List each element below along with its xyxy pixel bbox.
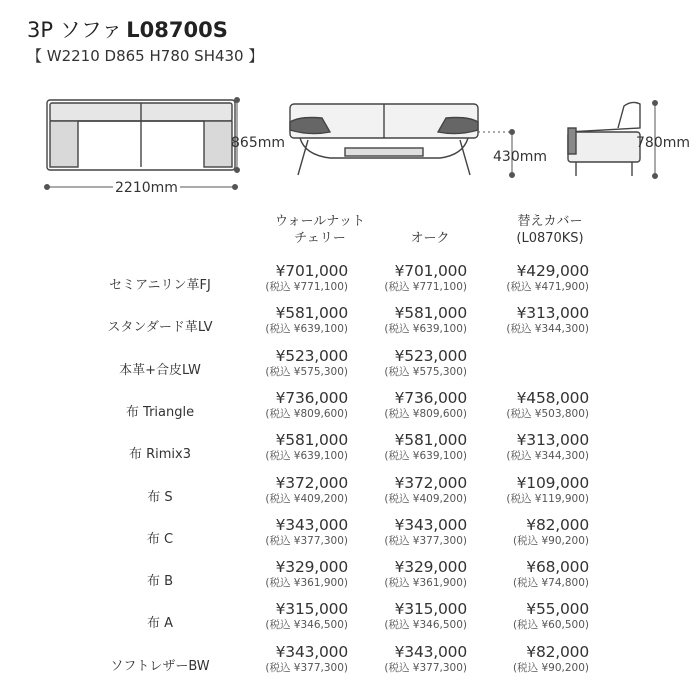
price-cell [469,263,589,294]
row-label: 布 Triangle [125,404,195,420]
column-header-walnut-cherry [260,213,380,247]
price-value: ¥736,000 [275,388,348,407]
price-cell [469,601,589,632]
price-value: ¥372,000 [275,473,348,492]
price-value: ¥523,000 [275,346,348,365]
price-value: ¥68,000 [526,558,589,577]
column-header-line: 替えカバー [517,214,583,229]
price-cell [347,644,467,675]
price-value: ¥736,000 [394,388,467,407]
price-value: ¥109,000 [516,473,589,492]
price-value: ¥429,000 [516,262,589,280]
price-with-tax: (税込 ¥639,100) [384,450,467,463]
price-with-tax: (税込 ¥639,100) [384,323,467,336]
price-cell [228,475,348,506]
price-cell [228,517,348,548]
column-header-line: (L0870KS) [516,231,584,246]
price-value: ¥343,000 [275,642,348,661]
price-with-tax: (税込 ¥361,900) [384,577,467,590]
row-label: 本革+合皮LW [119,362,201,378]
seat-height-dimension: 430mm [493,149,547,165]
price-cell [228,305,348,336]
column-header-cover [490,213,610,247]
price-with-tax: (税込 ¥471,900) [506,281,589,293]
price-value: ¥82,000 [526,515,589,534]
price-with-tax: (税込 ¥809,600) [384,407,467,420]
price-value: ¥581,000 [394,431,467,450]
depth-dimension: 865mm [231,135,285,151]
column-header-line: ウォールナット [275,214,365,229]
sofa-diagrams [0,0,700,200]
price-value: ¥343,000 [394,515,467,534]
price-with-tax: (税込 ¥346,500) [384,619,467,632]
column-header-oak [370,213,490,247]
height-dimension: 780mm [636,135,690,151]
price-value: ¥313,000 [516,431,589,450]
price-cell [469,432,589,463]
price-value: ¥315,000 [275,600,348,619]
row-label: セミアニリン革FJ [109,278,211,293]
price-with-tax: (税込 ¥503,800) [506,407,589,420]
sofa-side-view [568,102,640,176]
price-with-tax: (税込 ¥639,100) [265,450,348,463]
price-with-tax: (税込 ¥361,900) [265,577,348,590]
price-with-tax: (税込 ¥119,900) [506,492,589,505]
price-cell [228,601,348,632]
price-with-tax: (税込 ¥344,300) [506,323,589,336]
price-value: ¥701,000 [394,262,467,280]
column-header-line: オーク [410,231,450,246]
price-with-tax: (税込 ¥639,100) [265,323,348,336]
price-cell [228,263,348,294]
price-cell [228,644,348,675]
price-value: ¥315,000 [394,600,467,619]
price-cell [469,475,589,506]
price-value: ¥458,000 [516,388,589,407]
price-with-tax: (税込 ¥409,200) [384,492,467,505]
price-cell [347,559,467,590]
price-cell [469,644,589,675]
row-label: 布 A [146,616,174,632]
row-label: ソフトレザーBW [110,658,210,674]
row-label: スタンダード革LV [107,320,213,336]
price-value: ¥581,000 [275,304,348,323]
price-with-tax: (税込 ¥771,100) [384,281,467,293]
price-value: ¥55,000 [526,600,589,619]
price-value: ¥329,000 [275,558,348,577]
price-cell [469,390,589,421]
price-with-tax: (税込 ¥809,600) [265,407,348,420]
model-number: L08700S [126,18,228,42]
dimensions-summary: 【 W2210 D865 H780 SH430 】 [27,47,264,65]
price-with-tax: (税込 ¥377,300) [384,661,467,674]
row-label: 布 Rimix3 [128,447,192,463]
price-value: ¥523,000 [394,346,467,365]
title-prefix: 3P ソファ [27,18,123,42]
row-label: 布 C [146,531,174,547]
price-cell [347,432,467,463]
price-cell [228,348,348,379]
price-value: ¥581,000 [394,304,467,323]
price-with-tax: (税込 ¥377,300) [384,534,467,547]
price-value: ¥313,000 [516,304,589,323]
price-with-tax: (税込 ¥377,300) [265,534,348,547]
price-cell [347,305,467,336]
price-value: ¥343,000 [275,515,348,534]
row-label: 布 B [146,574,174,590]
sofa-top-view [47,100,235,170]
price-cell [469,305,589,336]
price-value: ¥329,000 [394,558,467,577]
price-with-tax: (税込 ¥377,300) [265,661,348,674]
price-cell [228,432,348,463]
price-cell [347,390,467,421]
price-with-tax: (税込 ¥409,200) [265,492,348,505]
price-value: ¥343,000 [394,642,467,661]
price-value: ¥581,000 [275,431,348,450]
price-value: ¥372,000 [394,473,467,492]
price-with-tax: (税込 ¥60,500) [513,619,589,632]
price-cell [469,559,589,590]
price-cell [347,517,467,548]
price-cell [347,601,467,632]
price-value: ¥701,000 [275,262,348,280]
price-value: ¥82,000 [526,642,589,661]
row-label: 布 S [147,489,173,505]
price-with-tax: (税込 ¥344,300) [506,450,589,463]
price-cell [347,348,467,379]
price-cell [469,517,589,548]
width-dimension: 2210mm [115,180,178,196]
price-cell [469,348,589,349]
price-with-tax: (税込 ¥771,100) [265,281,348,293]
price-cell [347,263,467,294]
price-with-tax: (税込 ¥575,300) [384,365,467,378]
column-header-line [370,213,490,230]
price-with-tax: (税込 ¥74,800) [513,577,589,590]
price-cell [347,475,467,506]
price-with-tax: (税込 ¥346,500) [265,619,348,632]
price-with-tax: (税込 ¥90,200) [513,534,589,547]
column-header-line: チェリー [294,231,346,246]
price-cell [228,390,348,421]
sofa-front-view [290,104,478,175]
price-with-tax: (税込 ¥90,200) [513,661,589,674]
price-cell [228,559,348,590]
price-with-tax: (税込 ¥575,300) [265,365,348,378]
